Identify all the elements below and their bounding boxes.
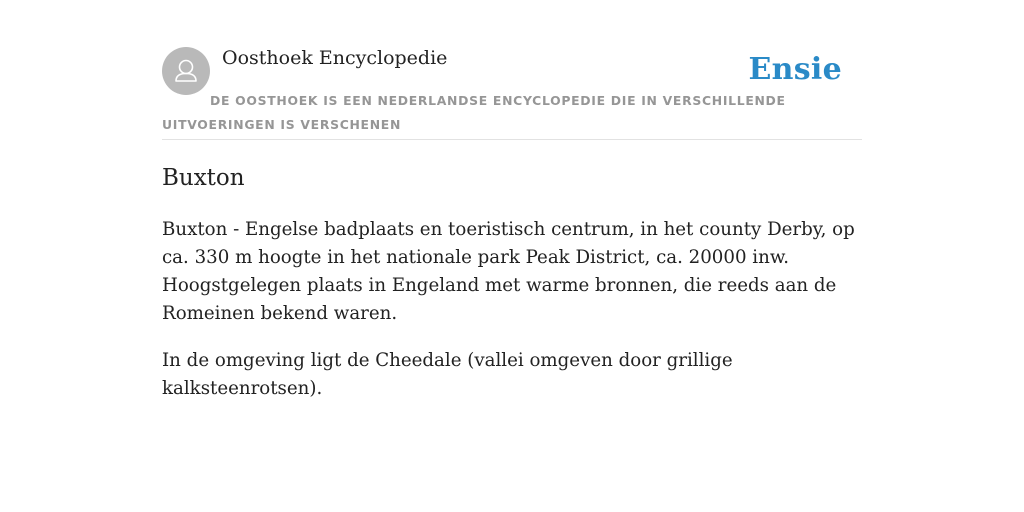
article-paragraph: In de omgeving ligt de Cheedale (vallei omgeven door grillige kalksteenrotsen).	[162, 350, 733, 399]
source-description: DE OOSTHOEK IS EEN NEDERLANDSE ENCYCLOPEDIE DIE IN VERSCHILLENDE UITVOERINGEN IS VERSCHENEN	[162, 93, 786, 132]
source-header	[162, 46, 862, 140]
person-silhouette-icon	[162, 47, 210, 95]
article-title: Buxton	[162, 165, 245, 191]
user-avatar-icon[interactable]	[162, 47, 210, 95]
ensie-logo[interactable]: Ensie	[748, 52, 842, 87]
source-name-link[interactable]: Oosthoek Encyclopedie	[222, 47, 448, 69]
article-paragraph: Buxton - Engelse badplaats en toeristisch centrum, in het county Derby, op ca. 330 m hoogte in het nationale park Peak District, ca. 20000 inw. Hoogstgelegen plaats in Engeland met warme bronnen, die reeds aan de Romeinen bekend waren.	[162, 219, 855, 324]
article-body	[162, 216, 862, 422]
